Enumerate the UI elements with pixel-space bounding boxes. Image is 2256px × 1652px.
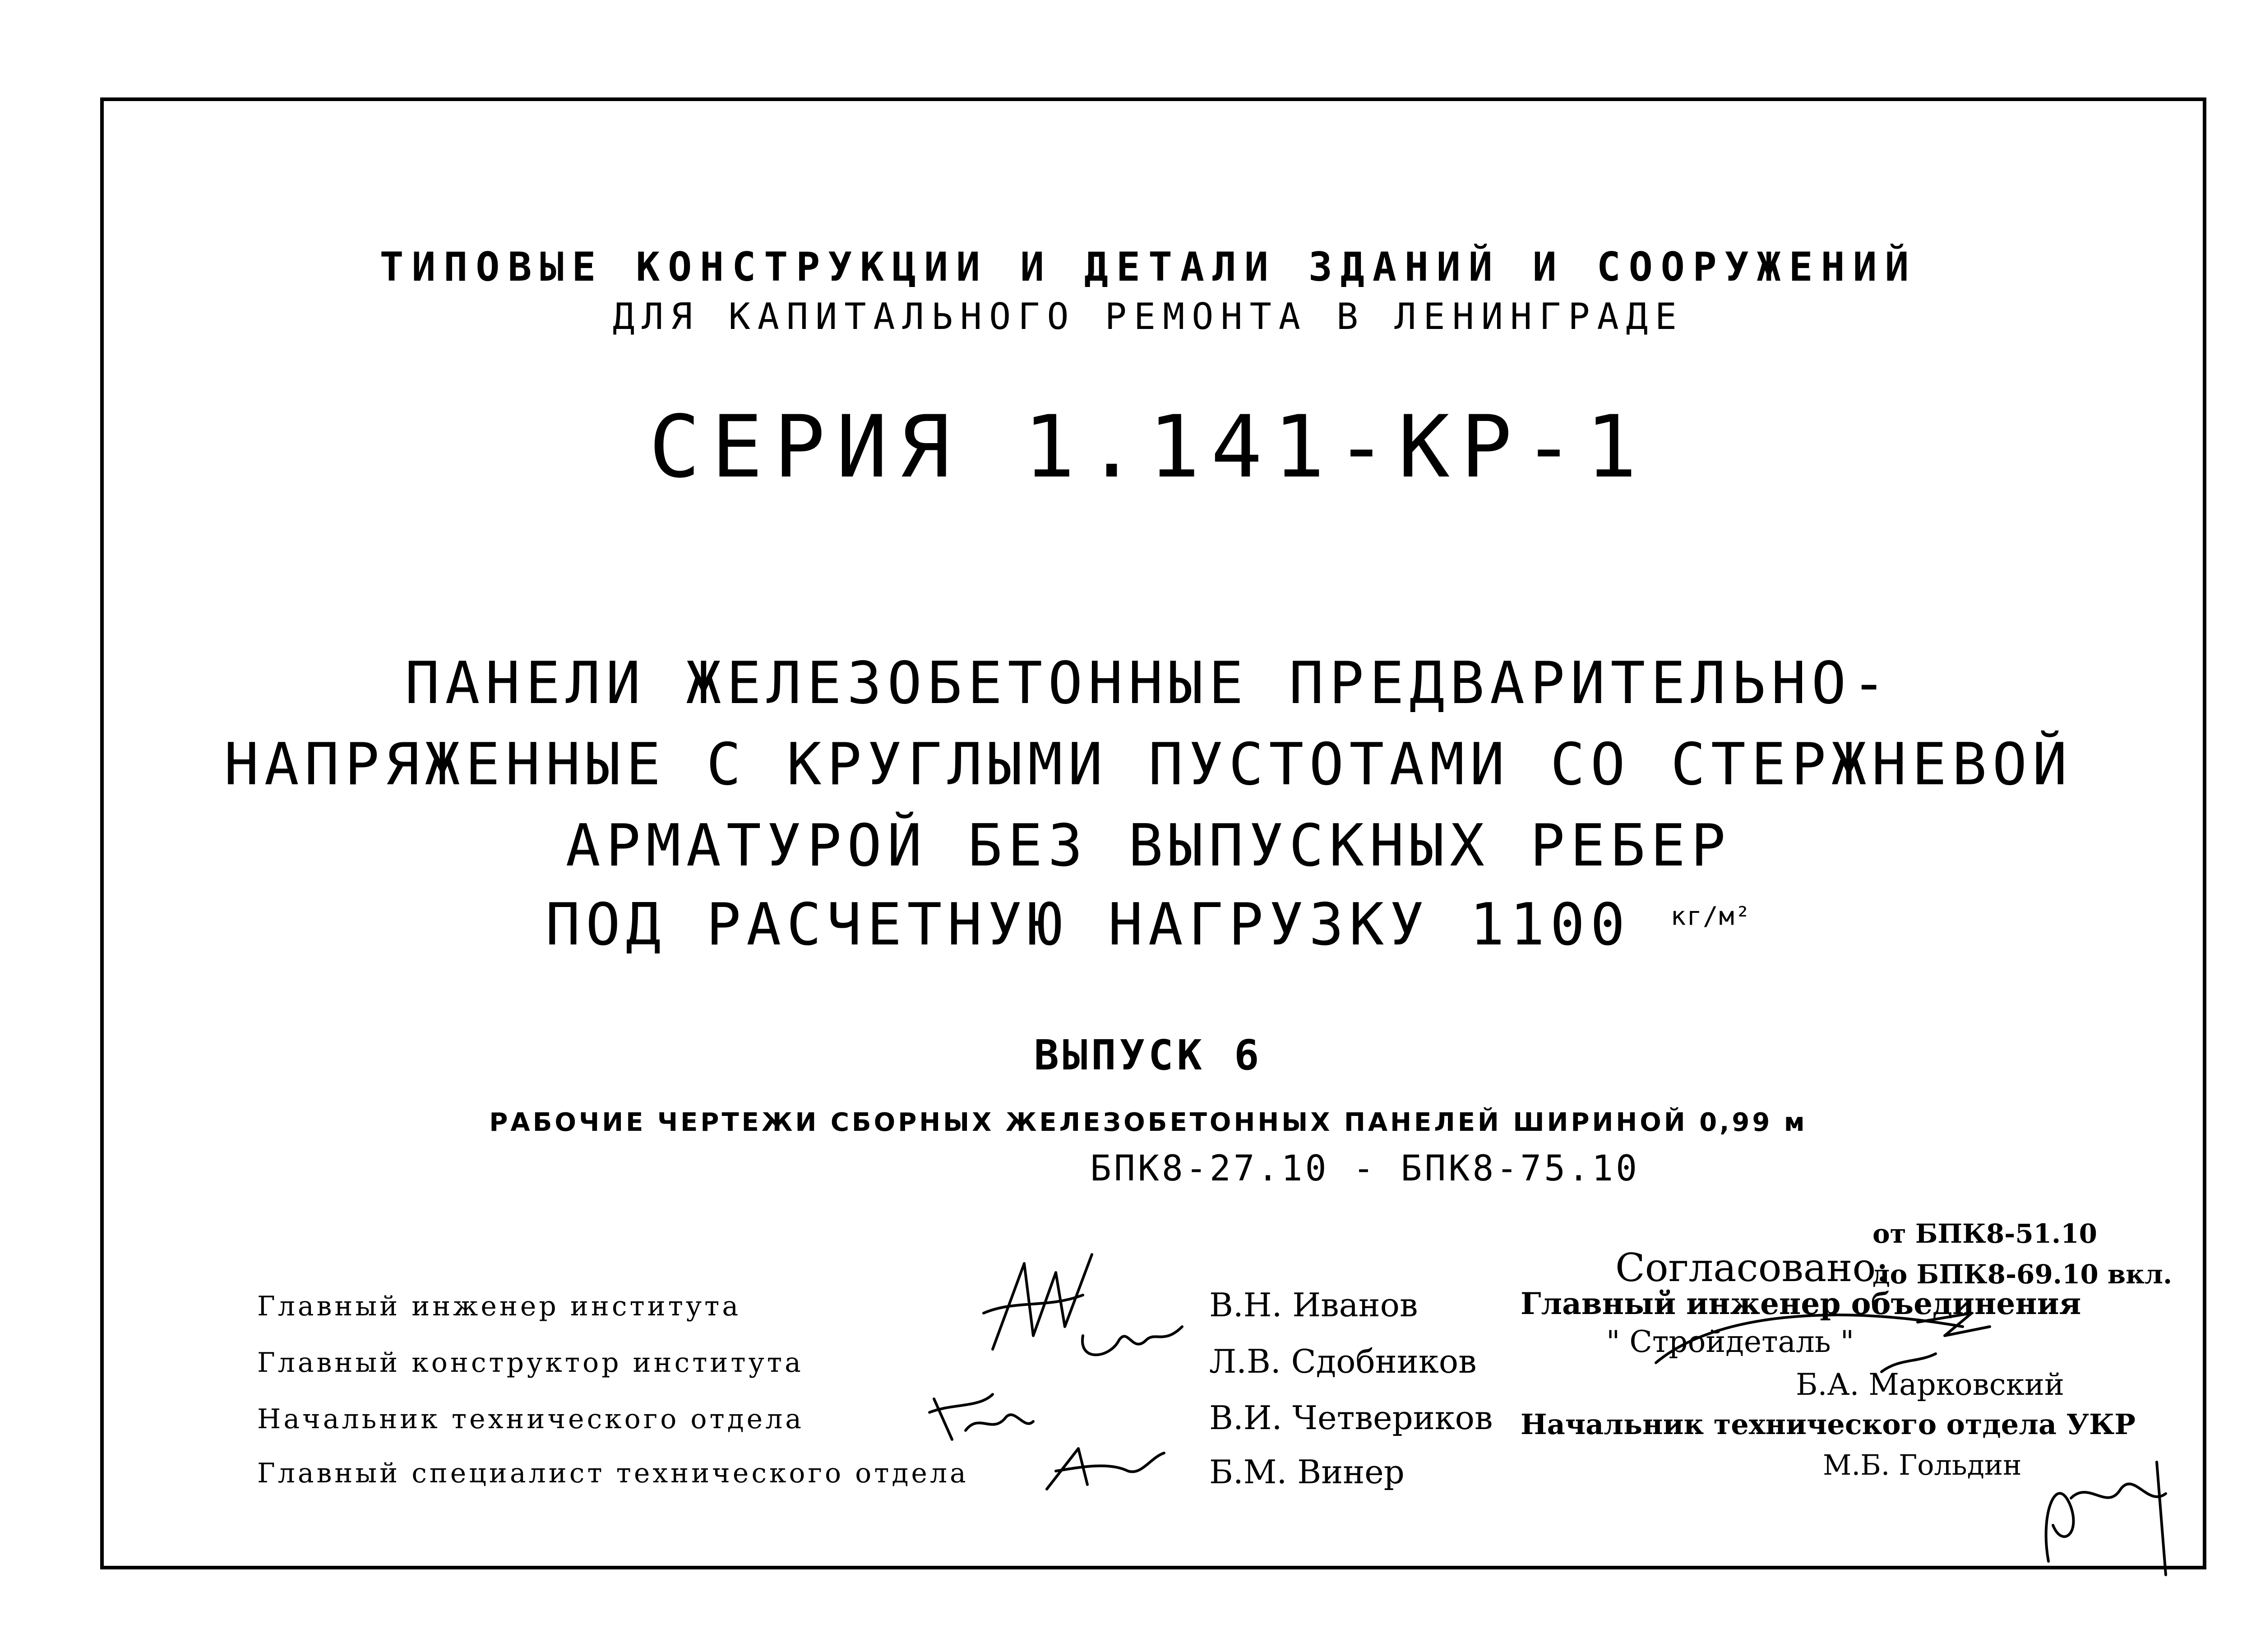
issue-title: ВЫПУСК 6 [1034, 1031, 1263, 1079]
approval-line-2: Начальник технического отдела УКР [1521, 1408, 2136, 1441]
subject-line-4 [0, 891, 2256, 958]
approval-range-to: до БПК8-69.10 вкл. [1872, 1259, 2173, 1290]
signature-sdobnikov [1074, 1309, 1191, 1372]
approval-person-2: М.Б. Гольдин [1823, 1448, 2022, 1481]
subject-line-1: ПАНЕЛИ ЖЕЛЕЗОБЕТОННЫЕ ПРЕДВАРИТЕЛЬНО- [405, 650, 1892, 717]
role-chief-designer: Главный конструктор института [257, 1347, 804, 1379]
subject-line-2: НАПРЯЖЕННЫЕ С КРУГЛЫМИ ПУСТОТАМИ СО СТЕРЖНЕВОЙ [224, 731, 2073, 798]
issue-description: РАБОЧИЕ ЧЕРТЕЖИ СБОРНЫХ ЖЕЛЕЗОБЕТОННЫХ ПАНЕЛЕЙ ШИРИНОЙ 0,99 м [489, 1108, 1808, 1137]
approval-range-from: от БПК8-51.10 [1872, 1218, 2097, 1249]
signature-viner [1038, 1435, 1173, 1503]
subject-line-4-text: ПОД РАСЧЕТНУЮ НАГРУЗКУ 1100 [545, 891, 1631, 958]
name-chetverikov: В.И. Четвериков [1209, 1399, 1493, 1437]
signature-markovsky [1647, 1295, 2008, 1394]
approval-agreed: Согласовано: [1615, 1245, 1889, 1291]
name-sdobnikov: Л.В. Сдобников [1209, 1342, 1477, 1380]
role-chief-specialist: Главный специалист технического отдела [257, 1458, 969, 1489]
header-line-2: ДЛЯ КАПИТАЛЬНОГО РЕМОНТА В ЛЕНИНГРАДЕ [612, 296, 1684, 338]
approval-line-1: Главный инженер объединения [1521, 1286, 2081, 1321]
role-chief-engineer: Главный инженер института [257, 1291, 741, 1322]
signature-goldin [2021, 1444, 2184, 1579]
header-line-1: ТИПОВЫЕ КОНСТРУКЦИИ И ДЕТАЛИ ЗДАНИЙ И СООРУЖЕНИЙ [379, 244, 1917, 290]
name-ivanov: В.Н. Иванов [1209, 1286, 1418, 1324]
subject-line-3: АРМАТУРОЙ БЕЗ ВЫПУСКНЫХ РЕБЕР [565, 812, 1731, 879]
role-head-technical-dept: Начальник технического отдела [257, 1403, 804, 1435]
approval-org: " Стройдеталь " [1606, 1324, 1854, 1359]
series-title: СЕРИЯ 1.141-КР-1 [648, 397, 1648, 497]
approval-person-1: Б.А. Марковский [1796, 1367, 2064, 1402]
issue-range: БПК8-27.10 - БПК8-75.10 [1090, 1148, 1640, 1189]
load-unit: кг/м² [1670, 902, 1752, 931]
name-viner: Б.М. Винер [1209, 1453, 1405, 1491]
signature-chetverikov [925, 1385, 1042, 1453]
